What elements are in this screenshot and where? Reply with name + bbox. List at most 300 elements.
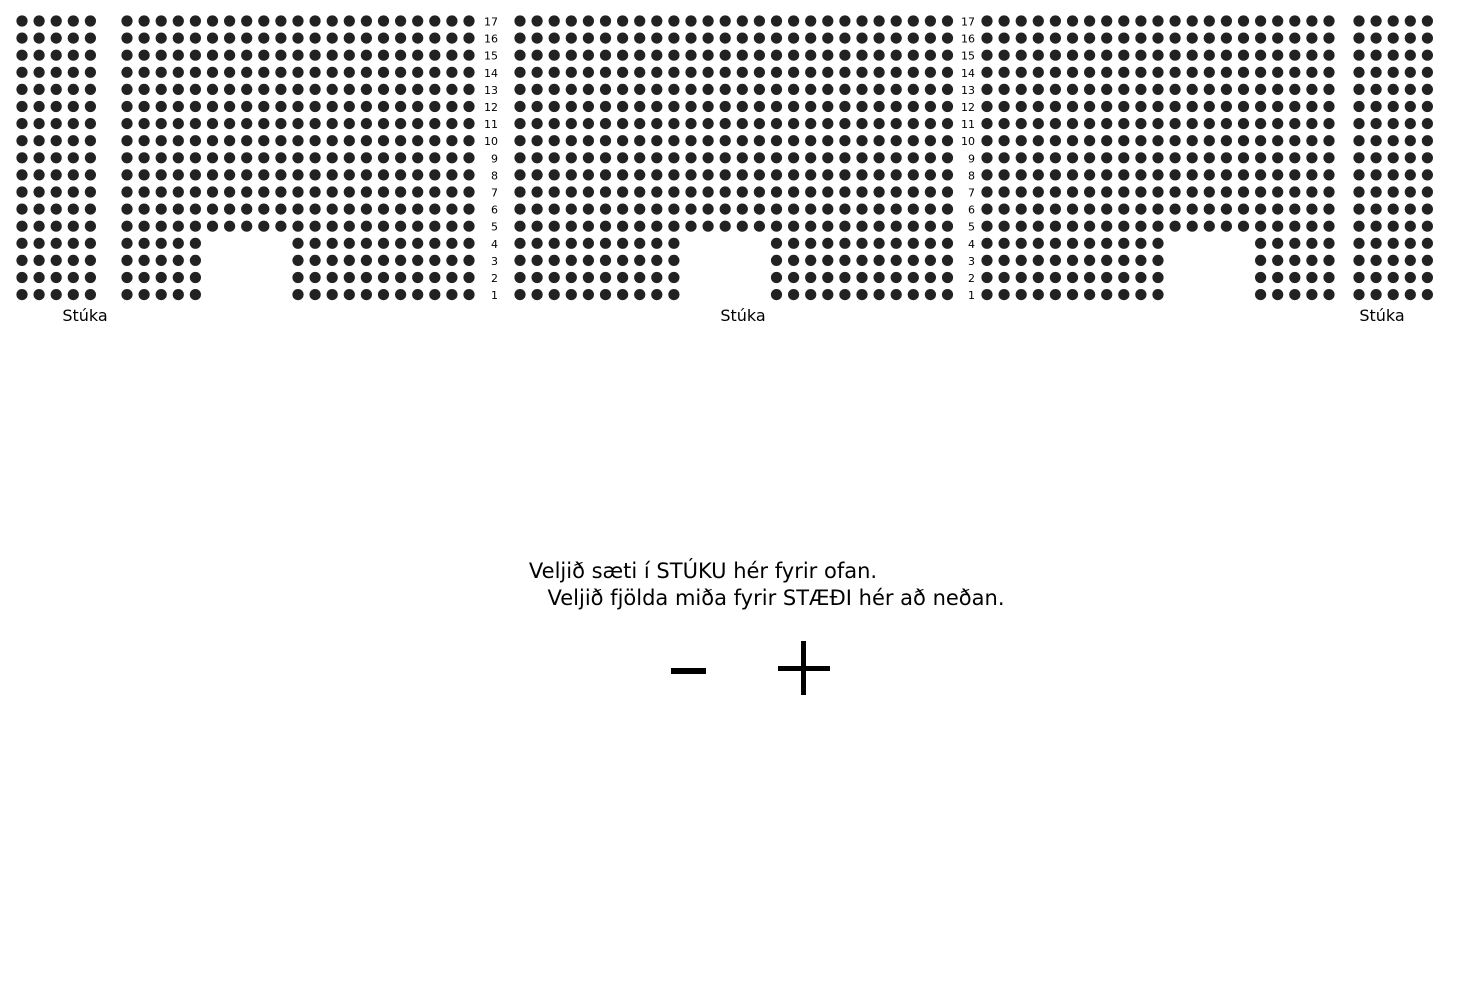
seat[interactable]	[549, 84, 560, 95]
seat[interactable]	[68, 204, 79, 215]
seat[interactable]	[891, 255, 902, 266]
seat[interactable]	[446, 50, 457, 61]
seat[interactable]	[874, 186, 885, 197]
seat[interactable]	[156, 84, 167, 95]
seat[interactable]	[1152, 186, 1163, 197]
seat[interactable]	[1050, 204, 1061, 215]
seat[interactable]	[412, 169, 423, 180]
seat[interactable]	[224, 152, 235, 163]
seat[interactable]	[85, 118, 96, 129]
seat[interactable]	[241, 84, 252, 95]
seat[interactable]	[1084, 67, 1095, 78]
seat[interactable]	[754, 101, 765, 112]
seat[interactable]	[600, 221, 611, 232]
seat[interactable]	[156, 118, 167, 129]
seat[interactable]	[1067, 50, 1078, 61]
seat[interactable]	[446, 169, 457, 180]
seat[interactable]	[1152, 101, 1163, 112]
decrease-quantity-button[interactable]	[646, 620, 726, 720]
seat[interactable]	[1152, 67, 1163, 78]
seat[interactable]	[1289, 101, 1300, 112]
seat[interactable]	[1084, 135, 1095, 146]
seat[interactable]	[85, 272, 96, 283]
seat[interactable]	[1221, 118, 1232, 129]
seat[interactable]	[1238, 186, 1249, 197]
seat[interactable]	[292, 238, 303, 249]
seat[interactable]	[327, 84, 338, 95]
seat[interactable]	[275, 169, 286, 180]
seat[interactable]	[68, 15, 79, 26]
seat[interactable]	[1118, 50, 1129, 61]
seat[interactable]	[121, 135, 132, 146]
seat[interactable]	[1255, 135, 1266, 146]
seat[interactable]	[1135, 15, 1146, 26]
seat[interactable]	[925, 118, 936, 129]
seat[interactable]	[566, 289, 577, 300]
seat[interactable]	[651, 101, 662, 112]
seat[interactable]	[942, 169, 953, 180]
seat[interactable]	[1204, 67, 1215, 78]
seat[interactable]	[1067, 272, 1078, 283]
seat[interactable]	[463, 101, 474, 112]
seat[interactable]	[241, 186, 252, 197]
seat[interactable]	[1289, 118, 1300, 129]
seat[interactable]	[1405, 255, 1416, 266]
seat[interactable]	[1388, 169, 1399, 180]
seat[interactable]	[16, 272, 27, 283]
seat[interactable]	[1272, 186, 1283, 197]
seat[interactable]	[981, 15, 992, 26]
seat[interactable]	[788, 255, 799, 266]
seat[interactable]	[1101, 67, 1112, 78]
seat[interactable]	[463, 204, 474, 215]
seat[interactable]	[85, 169, 96, 180]
seat[interactable]	[241, 33, 252, 44]
seat[interactable]	[156, 289, 167, 300]
seat[interactable]	[908, 186, 919, 197]
seat[interactable]	[839, 186, 850, 197]
seat[interactable]	[1187, 169, 1198, 180]
seat[interactable]	[1221, 15, 1232, 26]
seat[interactable]	[1289, 289, 1300, 300]
seat[interactable]	[1033, 33, 1044, 44]
seat[interactable]	[1405, 221, 1416, 232]
seat[interactable]	[891, 238, 902, 249]
seat[interactable]	[668, 204, 679, 215]
seat[interactable]	[1323, 101, 1334, 112]
seat[interactable]	[549, 101, 560, 112]
seat[interactable]	[925, 238, 936, 249]
seat[interactable]	[1422, 15, 1433, 26]
seat[interactable]	[999, 33, 1010, 44]
seat[interactable]	[34, 50, 45, 61]
seat[interactable]	[668, 135, 679, 146]
seat[interactable]	[1101, 238, 1112, 249]
seat[interactable]	[634, 255, 645, 266]
seat[interactable]	[651, 272, 662, 283]
seat[interactable]	[1067, 84, 1078, 95]
seat[interactable]	[139, 152, 150, 163]
seat[interactable]	[583, 101, 594, 112]
seat[interactable]	[16, 289, 27, 300]
seat[interactable]	[1353, 15, 1364, 26]
seat[interactable]	[446, 272, 457, 283]
seat[interactable]	[241, 152, 252, 163]
seat[interactable]	[583, 84, 594, 95]
seat[interactable]	[1289, 255, 1300, 266]
seat[interactable]	[68, 221, 79, 232]
seat[interactable]	[617, 15, 628, 26]
seat[interactable]	[1255, 33, 1266, 44]
seat[interactable]	[1135, 221, 1146, 232]
seat[interactable]	[1187, 152, 1198, 163]
seat[interactable]	[429, 169, 440, 180]
seat[interactable]	[549, 169, 560, 180]
seat[interactable]	[121, 255, 132, 266]
seat[interactable]	[1353, 238, 1364, 249]
seat[interactable]	[1371, 15, 1382, 26]
seat[interactable]	[891, 272, 902, 283]
seat[interactable]	[1204, 84, 1215, 95]
seat[interactable]	[68, 33, 79, 44]
seat[interactable]	[224, 33, 235, 44]
seat[interactable]	[942, 118, 953, 129]
seat[interactable]	[999, 67, 1010, 78]
seat[interactable]	[839, 238, 850, 249]
seat[interactable]	[999, 272, 1010, 283]
seat[interactable]	[310, 169, 321, 180]
seat[interactable]	[532, 152, 543, 163]
seat[interactable]	[566, 221, 577, 232]
seat[interactable]	[532, 15, 543, 26]
seat[interactable]	[1405, 118, 1416, 129]
seat[interactable]	[344, 101, 355, 112]
seat[interactable]	[1388, 221, 1399, 232]
seat[interactable]	[1187, 135, 1198, 146]
seat[interactable]	[999, 289, 1010, 300]
seat[interactable]	[1323, 67, 1334, 78]
seat[interactable]	[788, 289, 799, 300]
seat[interactable]	[566, 15, 577, 26]
seat[interactable]	[207, 33, 218, 44]
seat[interactable]	[703, 204, 714, 215]
seat[interactable]	[463, 255, 474, 266]
seat[interactable]	[429, 67, 440, 78]
seat[interactable]	[1135, 204, 1146, 215]
seat[interactable]	[600, 272, 611, 283]
seat[interactable]	[1067, 169, 1078, 180]
seat[interactable]	[1255, 238, 1266, 249]
seat[interactable]	[51, 135, 62, 146]
seat[interactable]	[1101, 221, 1112, 232]
seat[interactable]	[566, 50, 577, 61]
seat[interactable]	[446, 289, 457, 300]
seat[interactable]	[549, 238, 560, 249]
seat[interactable]	[275, 135, 286, 146]
seat[interactable]	[463, 84, 474, 95]
seat[interactable]	[532, 186, 543, 197]
seat[interactable]	[34, 67, 45, 78]
seat[interactable]	[839, 204, 850, 215]
seat[interactable]	[839, 272, 850, 283]
seat[interactable]	[395, 84, 406, 95]
seat[interactable]	[874, 289, 885, 300]
seat[interactable]	[1255, 152, 1266, 163]
seat[interactable]	[51, 255, 62, 266]
seat[interactable]	[429, 272, 440, 283]
seat[interactable]	[999, 204, 1010, 215]
seat[interactable]	[651, 221, 662, 232]
seat[interactable]	[925, 204, 936, 215]
seat[interactable]	[139, 15, 150, 26]
seat[interactable]	[378, 33, 389, 44]
seat[interactable]	[1135, 118, 1146, 129]
seat[interactable]	[617, 169, 628, 180]
seat[interactable]	[771, 67, 782, 78]
seat[interactable]	[1221, 50, 1232, 61]
seat[interactable]	[685, 135, 696, 146]
seat[interactable]	[1187, 186, 1198, 197]
seat[interactable]	[651, 289, 662, 300]
seat[interactable]	[327, 186, 338, 197]
seat[interactable]	[16, 33, 27, 44]
seat[interactable]	[874, 67, 885, 78]
seat[interactable]	[925, 101, 936, 112]
seat[interactable]	[1422, 272, 1433, 283]
seat[interactable]	[651, 152, 662, 163]
seat[interactable]	[1033, 204, 1044, 215]
seat[interactable]	[1033, 186, 1044, 197]
seat[interactable]	[51, 186, 62, 197]
seat[interactable]	[344, 272, 355, 283]
seat[interactable]	[1016, 118, 1027, 129]
seat[interactable]	[856, 289, 867, 300]
seat[interactable]	[925, 289, 936, 300]
seat[interactable]	[856, 135, 867, 146]
seat[interactable]	[51, 152, 62, 163]
seat[interactable]	[566, 186, 577, 197]
seat[interactable]	[378, 204, 389, 215]
seat[interactable]	[1084, 84, 1095, 95]
seat[interactable]	[1238, 169, 1249, 180]
seat[interactable]	[856, 152, 867, 163]
seat[interactable]	[981, 67, 992, 78]
seat[interactable]	[241, 204, 252, 215]
seat[interactable]	[1306, 33, 1317, 44]
seat[interactable]	[754, 84, 765, 95]
seat[interactable]	[395, 289, 406, 300]
seat[interactable]	[685, 67, 696, 78]
seat[interactable]	[1084, 289, 1095, 300]
seat[interactable]	[737, 118, 748, 129]
seat[interactable]	[378, 84, 389, 95]
seat[interactable]	[532, 67, 543, 78]
seat[interactable]	[908, 50, 919, 61]
seat[interactable]	[1323, 221, 1334, 232]
seat[interactable]	[1033, 272, 1044, 283]
seat[interactable]	[549, 221, 560, 232]
seat[interactable]	[703, 50, 714, 61]
seat[interactable]	[463, 50, 474, 61]
seat[interactable]	[1084, 186, 1095, 197]
seat[interactable]	[275, 221, 286, 232]
seat[interactable]	[173, 152, 184, 163]
seat[interactable]	[292, 204, 303, 215]
seat[interactable]	[1101, 15, 1112, 26]
seat[interactable]	[839, 169, 850, 180]
seat[interactable]	[327, 255, 338, 266]
seat[interactable]	[1170, 221, 1181, 232]
seat[interactable]	[1255, 101, 1266, 112]
seat[interactable]	[190, 255, 201, 266]
seat[interactable]	[981, 204, 992, 215]
seat[interactable]	[566, 272, 577, 283]
seat[interactable]	[1067, 238, 1078, 249]
seat[interactable]	[532, 255, 543, 266]
seat[interactable]	[292, 67, 303, 78]
seat[interactable]	[1101, 255, 1112, 266]
seat[interactable]	[617, 238, 628, 249]
seat[interactable]	[327, 118, 338, 129]
seat[interactable]	[429, 204, 440, 215]
seat[interactable]	[822, 289, 833, 300]
seat[interactable]	[1323, 186, 1334, 197]
seat[interactable]	[617, 186, 628, 197]
seat[interactable]	[566, 118, 577, 129]
seat[interactable]	[981, 272, 992, 283]
seat[interactable]	[1255, 67, 1266, 78]
seat[interactable]	[310, 84, 321, 95]
seat[interactable]	[68, 152, 79, 163]
seat[interactable]	[190, 289, 201, 300]
seat[interactable]	[1388, 186, 1399, 197]
seat[interactable]	[737, 186, 748, 197]
seat[interactable]	[139, 169, 150, 180]
seat[interactable]	[1084, 50, 1095, 61]
seat[interactable]	[822, 186, 833, 197]
seat[interactable]	[1221, 33, 1232, 44]
seat[interactable]	[378, 135, 389, 146]
seat[interactable]	[685, 50, 696, 61]
seat[interactable]	[925, 152, 936, 163]
seat[interactable]	[1016, 272, 1027, 283]
seat[interactable]	[156, 204, 167, 215]
seat[interactable]	[412, 101, 423, 112]
seat[interactable]	[1101, 50, 1112, 61]
seat[interactable]	[1067, 204, 1078, 215]
seat[interactable]	[651, 204, 662, 215]
seat[interactable]	[720, 15, 731, 26]
seat[interactable]	[1422, 221, 1433, 232]
seat[interactable]	[395, 204, 406, 215]
seat[interactable]	[463, 186, 474, 197]
seat[interactable]	[668, 101, 679, 112]
seat[interactable]	[925, 255, 936, 266]
seat[interactable]	[822, 255, 833, 266]
seat[interactable]	[310, 15, 321, 26]
seat[interactable]	[412, 255, 423, 266]
seat[interactable]	[1170, 67, 1181, 78]
seat[interactable]	[1204, 50, 1215, 61]
seat[interactable]	[258, 84, 269, 95]
seat[interactable]	[85, 50, 96, 61]
seat[interactable]	[429, 118, 440, 129]
seat[interactable]	[981, 135, 992, 146]
seat[interactable]	[1101, 135, 1112, 146]
seat[interactable]	[874, 204, 885, 215]
seat[interactable]	[429, 289, 440, 300]
seat[interactable]	[1353, 169, 1364, 180]
seat[interactable]	[121, 289, 132, 300]
seat[interactable]	[925, 135, 936, 146]
seat[interactable]	[981, 289, 992, 300]
seat[interactable]	[617, 289, 628, 300]
seat[interactable]	[121, 221, 132, 232]
seat[interactable]	[51, 169, 62, 180]
seat[interactable]	[1422, 33, 1433, 44]
seat[interactable]	[549, 135, 560, 146]
seat[interactable]	[207, 50, 218, 61]
seat[interactable]	[224, 118, 235, 129]
seat[interactable]	[514, 289, 525, 300]
seat[interactable]	[874, 238, 885, 249]
seat[interactable]	[1388, 238, 1399, 249]
seat[interactable]	[771, 289, 782, 300]
seat[interactable]	[805, 169, 816, 180]
seat[interactable]	[805, 289, 816, 300]
seat[interactable]	[310, 238, 321, 249]
seat[interactable]	[874, 221, 885, 232]
seat[interactable]	[651, 169, 662, 180]
seat[interactable]	[258, 135, 269, 146]
seat[interactable]	[310, 255, 321, 266]
seat[interactable]	[549, 204, 560, 215]
seat[interactable]	[139, 289, 150, 300]
seat[interactable]	[1323, 204, 1334, 215]
seat[interactable]	[771, 152, 782, 163]
seat[interactable]	[173, 33, 184, 44]
seat[interactable]	[16, 118, 27, 129]
seat[interactable]	[891, 186, 902, 197]
seat[interactable]	[703, 67, 714, 78]
seat[interactable]	[327, 238, 338, 249]
seat[interactable]	[549, 50, 560, 61]
seat[interactable]	[999, 135, 1010, 146]
seat[interactable]	[703, 135, 714, 146]
seat[interactable]	[241, 67, 252, 78]
seat[interactable]	[549, 289, 560, 300]
seat[interactable]	[463, 15, 474, 26]
seat[interactable]	[981, 221, 992, 232]
seat[interactable]	[1353, 84, 1364, 95]
seat[interactable]	[429, 255, 440, 266]
seat[interactable]	[395, 221, 406, 232]
seat[interactable]	[668, 67, 679, 78]
seat[interactable]	[344, 221, 355, 232]
seat[interactable]	[634, 238, 645, 249]
seat[interactable]	[16, 101, 27, 112]
seat[interactable]	[1050, 186, 1061, 197]
seat[interactable]	[1323, 118, 1334, 129]
seat[interactable]	[566, 152, 577, 163]
seat[interactable]	[224, 50, 235, 61]
seat[interactable]	[908, 221, 919, 232]
seat[interactable]	[1272, 33, 1283, 44]
seat[interactable]	[85, 15, 96, 26]
seat[interactable]	[378, 221, 389, 232]
seat[interactable]	[514, 84, 525, 95]
seat[interactable]	[207, 101, 218, 112]
